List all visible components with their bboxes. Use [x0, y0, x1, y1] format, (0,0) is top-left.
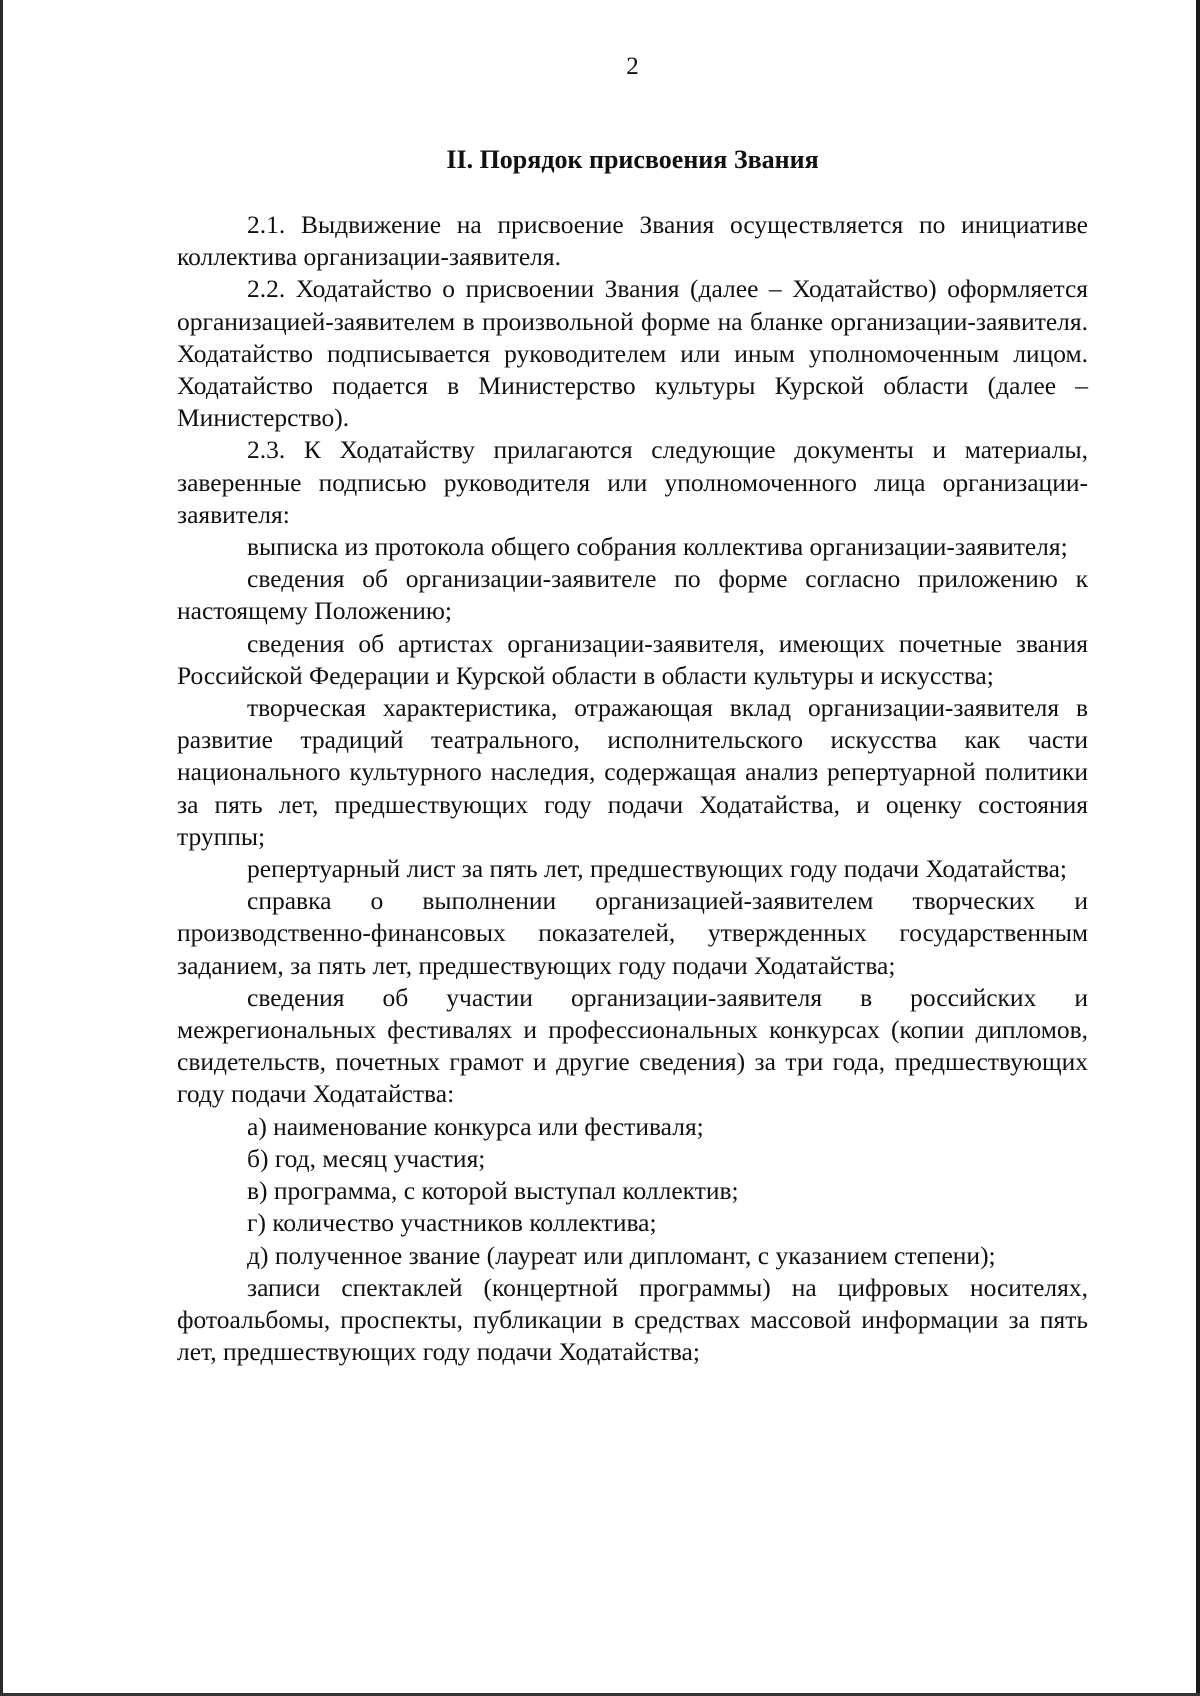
paragraph-2-3: 2.3. К Ходатайству прилагаются следующие документы и материалы, заверенные подписью руководителя или уполномоченного лица организации-заявителя: [177, 435, 1088, 529]
sub-item-b: б) год, месяц участия; [247, 1143, 486, 1173]
list-item-protocol-extract: выписка из протокола общего собрания коллектива организации-заявителя; [247, 532, 1068, 562]
document-body [177, 209, 1088, 1368]
scan-border-right [1196, 0, 1200, 1696]
list-item-repertoire-list: репертуарный лист за пять лет, предшествующих году подачи Ходатайства; [247, 854, 1067, 884]
scan-border-left [0, 0, 3, 1696]
paragraph-2-2: 2.2. Ходатайство о присвоении Звания (далее – Ходатайство) оформляется организацией-заявителем в произвольной форме на бланке организации-заявителя. Ходатайство подписывается руководителем или иным уполномоченным лицом. Ходатайство подается в Министерство культуры Курской области (далее – Министерство). [177, 274, 1088, 433]
list-item-festival-participation: сведения об участии организации-заявителя в российских и межрегиональных фестивалях и профессиональных конкурсах (копии дипломов, свидетельств, почетных грамот и другие сведения) за три года, предшествующих году подачи Ходатайства: [177, 982, 1088, 1109]
list-item-artists-info: сведения об артистах организации-заявителя, имеющих почетные звания Российской Федерации и Курской области в области культуры и искусства; [177, 628, 1088, 690]
list-item-creative-characteristic: творческая характеристика, отражающая вклад организации-заявителя в развитие традиций театрального, исполнительского искусства как части национального культурного наследия, содержащая анализ репертуарной политики за пять лет, предшествующих году подачи Ходатайства, и оценку состояния труппы; [177, 693, 1088, 851]
page-number: 2 [626, 53, 639, 80]
sub-item-a: а) наименование конкурса или фестиваля; [247, 1111, 704, 1141]
sub-item-g: г) количество участников коллектива; [247, 1208, 657, 1238]
list-item-organization-info: сведения об организации-заявителе по форме согласно приложению к настоящему Положению; [177, 564, 1088, 626]
list-item-performance-report: справка о выполнении организацией-заявителем творческих и производственно-финансовых показателей, утвержденных государственным заданием, за пять лет, предшествующих году подачи Ходатайства; [177, 886, 1088, 980]
list-item-recordings: записи спектаклей (концертной программы) на цифровых носителях, фотоальбомы, проспекты, публикации в средствах массовой информации за пять лет, предшествующих году подачи Ходатайства; [177, 1272, 1088, 1367]
section-heading: II. Порядок присвоения Звания [446, 145, 819, 174]
sub-item-d: д) полученное звание (лауреат или дипломант, с указанием степени); [247, 1240, 996, 1270]
sub-item-v: в) программа, с которой выступал коллектив; [247, 1176, 739, 1206]
paragraph-2-1: 2.1. Выдвижение на присвоение Звания осуществляется по инициативе коллектива организации-заявителя. [177, 210, 1088, 272]
